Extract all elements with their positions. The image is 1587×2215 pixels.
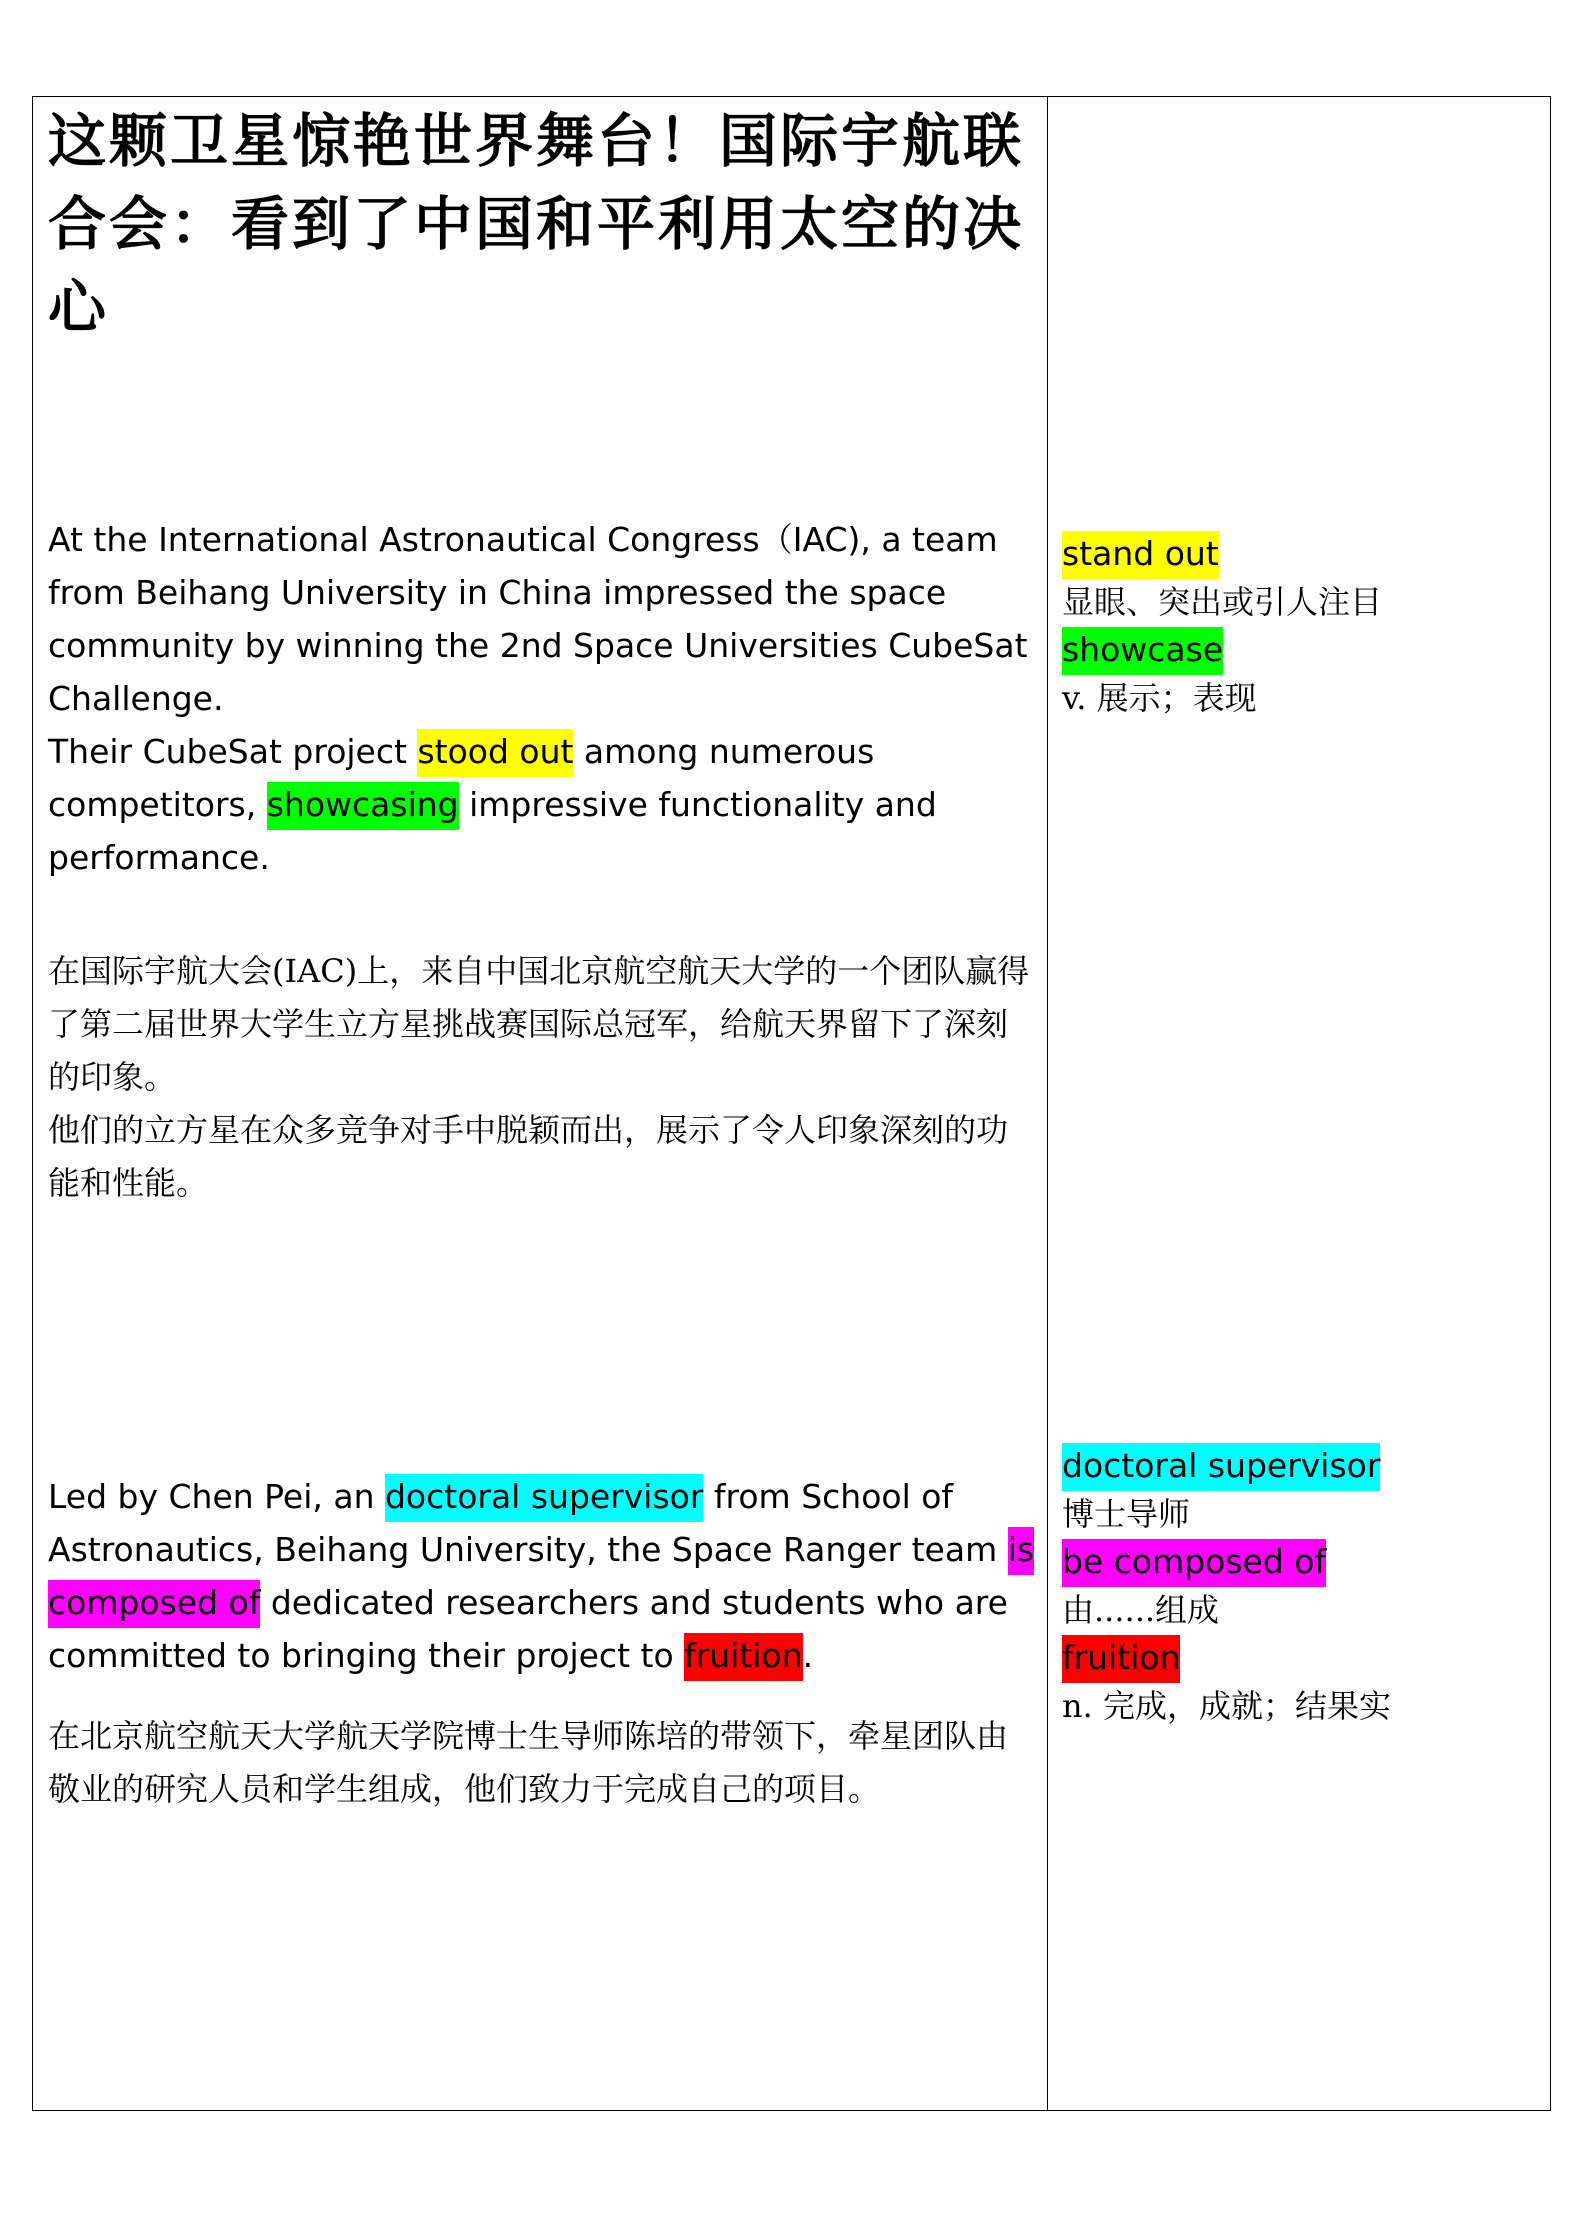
highlight-doctoral-supervisor: doctoral supervisor — [385, 1474, 703, 1522]
section1-chinese — [48, 945, 1038, 1210]
glossary-group-2 — [1062, 1442, 1542, 1730]
section2-chinese: 在北京航空航天大学航天学院博士生导师陈培的带领下，牵星团队由敬业的研究人员和学生组成，他们致力于完成自己的项目。 — [48, 1717, 1009, 1808]
section2-en-part1: Led by Chen Pei, an — [48, 1477, 385, 1516]
section2-en-part2: from School of Astronautics, Beihang University, the Space Ranger team — [48, 1477, 1008, 1569]
highlight-is-composed-of: is composed of — [48, 1527, 1034, 1628]
glossary-term — [1062, 1634, 1542, 1682]
section1-zh-part1: 在国际宇航大会(IAC)上，来自中国北京航空航天大学的一个团队赢得了第二届世界大学生立方星挑战赛国际总冠军，给航天界留下了深刻的印象。 — [48, 952, 1030, 1096]
section1-en-part2: Their CubeSat project — [48, 732, 418, 771]
glossary-definition: n. 完成，成就；结果实 — [1062, 1687, 1391, 1725]
section1-english — [48, 513, 1038, 884]
glossary-definition: 由......组成 — [1062, 1591, 1220, 1629]
highlight-stood-out: stood out — [417, 729, 573, 777]
glossary-term — [1062, 1442, 1542, 1490]
section1-en-part4: impressive functionality and performance. — [48, 785, 937, 877]
glossary-term-text: stand out — [1062, 531, 1219, 579]
section1-en-part1: At the International Astronautical Congress（IAC), a team from Beihang University in China impressed the space community by winning the 2nd Space Universities CubeSat Challenge. — [48, 520, 1028, 718]
section2-en-part3: dedicated researchers and students who are committed to bringing their project to — [48, 1583, 1008, 1675]
glossary-term-text: doctoral supervisor — [1062, 1443, 1380, 1491]
glossary-definition: 显眼、突出或引人注目 — [1062, 583, 1383, 621]
glossary-group-1 — [1062, 530, 1542, 722]
glossary-term-text: be composed of — [1062, 1539, 1326, 1587]
glossary-term-text: fruition — [1062, 1635, 1180, 1683]
section2-en-part4: . — [802, 1636, 814, 1675]
highlight-fruition: fruition — [684, 1633, 802, 1681]
section2-english — [48, 1470, 1038, 1682]
section1-en-part3: among numerous competitors, — [48, 732, 875, 824]
glossary-term — [1062, 1538, 1542, 1586]
highlight-showcasing: showcasing — [267, 782, 459, 830]
glossary-term-text: showcase — [1062, 627, 1223, 675]
glossary-definition: v. 展示；表现 — [1062, 679, 1257, 717]
glossary-definition: 博士导师 — [1062, 1495, 1191, 1533]
column-divider — [1047, 96, 1048, 2111]
section1-zh-part2: 他们的立方星在众多竞争对手中脱颖而出，展示了令人印象深刻的功能和性能。 — [48, 1111, 1009, 1202]
glossary-term — [1062, 626, 1542, 674]
article-title: 这颗卫星惊艳世界舞台！国际宇航联合会：看到了中国和平利用太空的决心 — [48, 107, 1025, 341]
glossary-term — [1062, 530, 1542, 578]
